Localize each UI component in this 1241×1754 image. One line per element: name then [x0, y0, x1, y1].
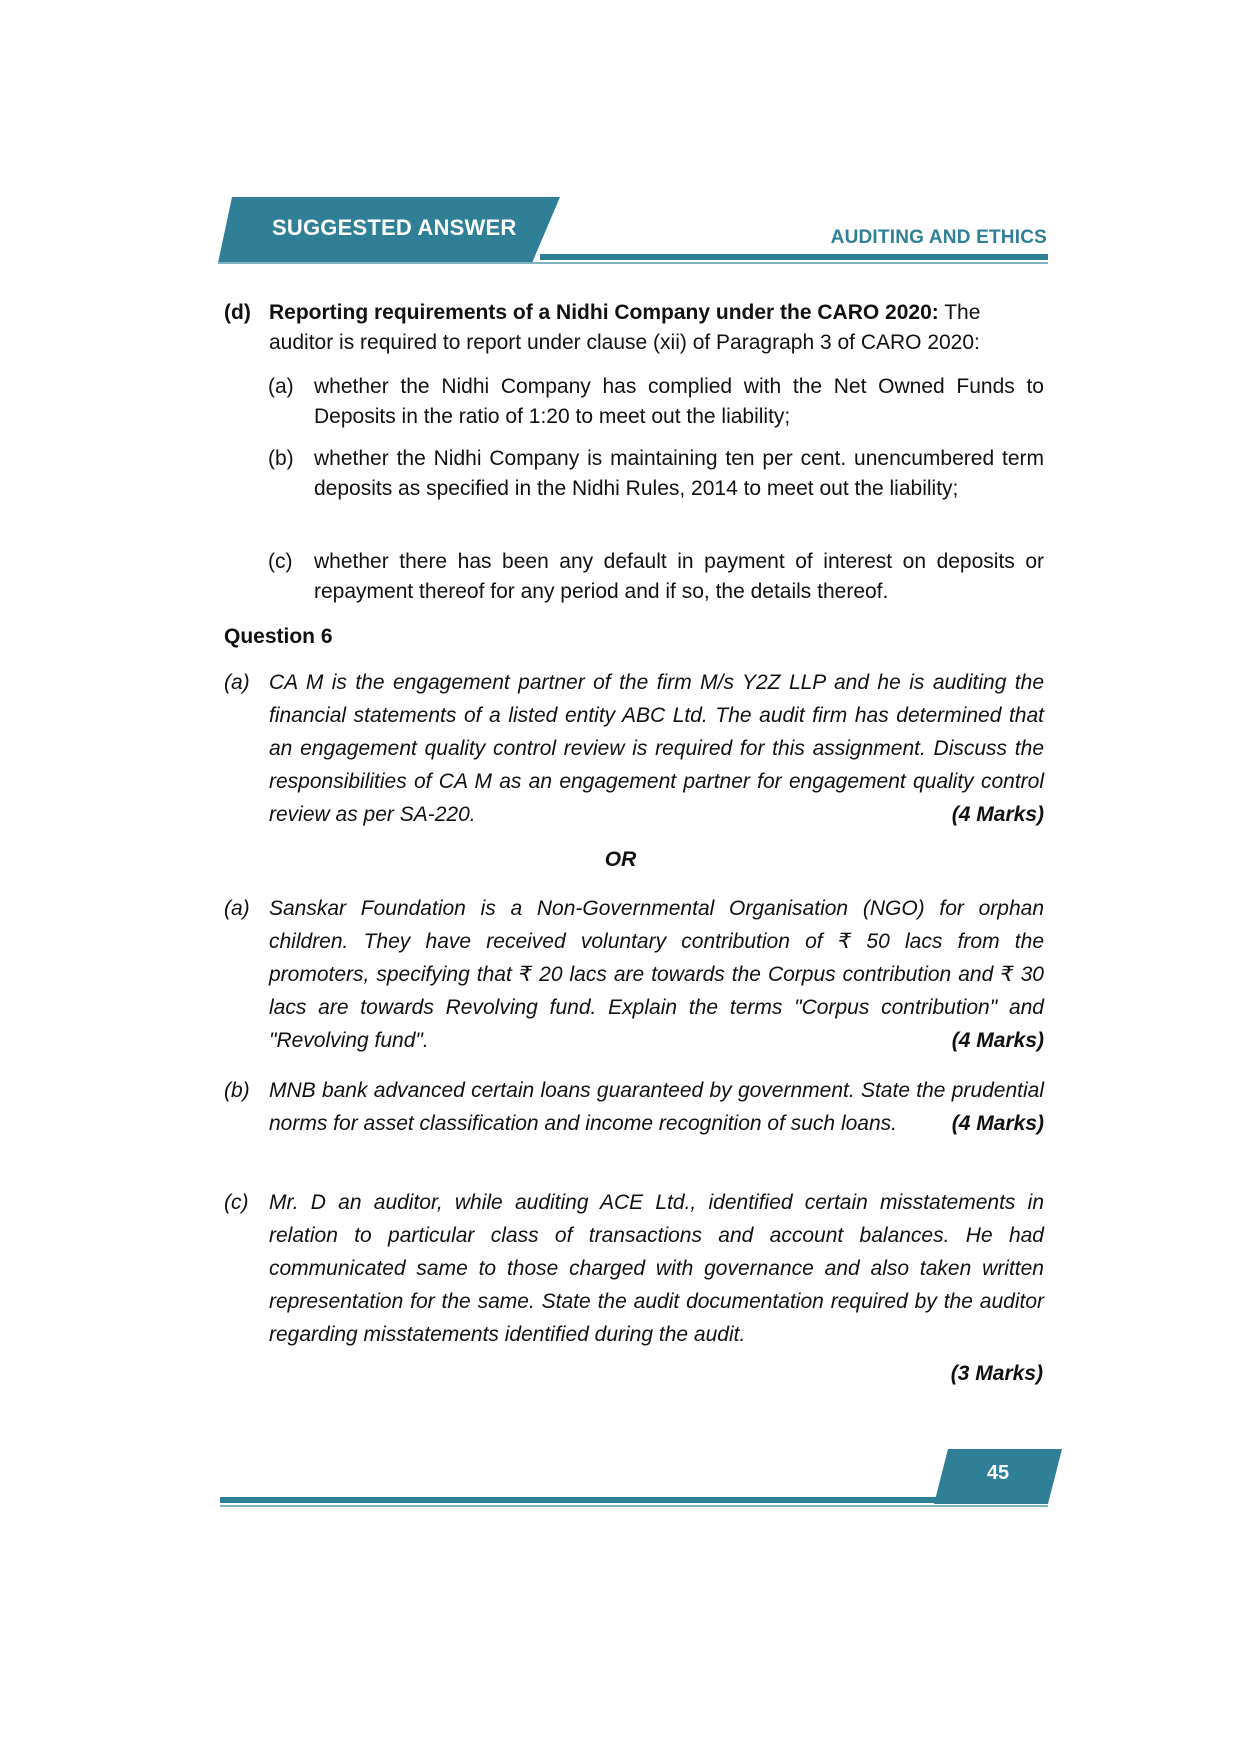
part-d-item-a — [268, 372, 1044, 432]
part-d-heading: Reporting requirements of a Nidhi Company under the CARO 2020: — [269, 301, 939, 324]
alt-question-a — [224, 892, 1044, 1057]
part-d-item-b — [268, 444, 1044, 504]
header-tab-label: SUGGESTED ANSWER — [272, 215, 517, 240]
question-title: Question 6 — [224, 625, 333, 648]
alt-question-a-text: Sanskar Foundation is a Non-Governmental Organisation (NGO) for orphan children. They have received voluntary contribution of ₹ 50 lacs from the promoters, specifying that ₹ 20 lacs are towards the Corpus contribution and ₹ 30 lacs are towards Revolving fund. Explain the terms "Corpus contribution" and "Revolving fund". — [269, 897, 1044, 1052]
part-d-item-c — [268, 547, 1044, 607]
alt-question-c — [224, 1186, 1044, 1351]
footer-rule — [220, 1497, 950, 1503]
alt-question-c-label: (c) — [224, 1191, 249, 1214]
item-label: (c) — [268, 550, 293, 573]
item-text: whether the Nidhi Company is maintaining ten per cent. unencumbered term deposits as specified in the Nidhi Rules, 2014 to meet out the liability; — [314, 447, 1044, 500]
alt-question-c-text: Mr. D an auditor, while auditing ACE Ltd., identified certain misstatements in relation to particular class of transactions and account balances. He had communicated same to those charged with governance and also taken written representation for the same. State the audit documentation required by the auditor regarding misstatements identified during the audit. — [269, 1191, 1044, 1346]
header-rule-thin — [218, 262, 1048, 264]
part-d-intro: The auditor is required to report under clause (xii) of Paragraph 3 of CARO 2020: — [269, 301, 981, 354]
item-label: (b) — [268, 447, 294, 470]
alt-question-b-text: MNB bank advanced certain loans guaranteed by government. State the prudential norms for asset classification and income recognition of such loans. — [269, 1079, 1044, 1135]
item-text: whether the Nidhi Company has complied with the Net Owned Funds to Deposits in the ratio of 1:20 to meet out the liability; — [314, 375, 1044, 428]
question-a-text: CA M is the engagement partner of the firm M/s Y2Z LLP and he is auditing the financial statements of a listed entity ABC Ltd. The audit firm has determined that an engagement quality control review is required for this assignment. Discuss the responsibilities of CA M as an engagement partner for engagement quality control review as per SA-220. — [269, 671, 1044, 826]
question-a — [224, 666, 1044, 831]
alt-question-a-marks: (4 Marks) — [951, 1029, 1044, 1052]
part-d-label: (d) — [224, 301, 251, 324]
alt-question-b — [224, 1074, 1044, 1140]
footer-rule-thin — [220, 1505, 1048, 1507]
header-rule — [540, 254, 1048, 260]
alt-question-b-label: (b) — [224, 1079, 250, 1102]
part-d — [224, 298, 1044, 358]
question-a-label: (a) — [224, 671, 250, 694]
header-subject: AUDITING AND ETHICS — [830, 227, 1047, 248]
alt-question-b-marks: (4 Marks) — [951, 1112, 1044, 1135]
alt-question-c-marks: (3 Marks) — [950, 1362, 1043, 1385]
or-divider: OR — [604, 848, 637, 871]
alt-question-a-label: (a) — [224, 897, 250, 920]
item-text: whether there has been any default in payment of interest on deposits or repayment thereof for any period and if so, the details thereof. — [314, 550, 1044, 603]
question-a-marks: (4 Marks) — [951, 803, 1044, 826]
item-label: (a) — [268, 375, 294, 398]
page-number: 45 — [986, 1462, 1010, 1484]
